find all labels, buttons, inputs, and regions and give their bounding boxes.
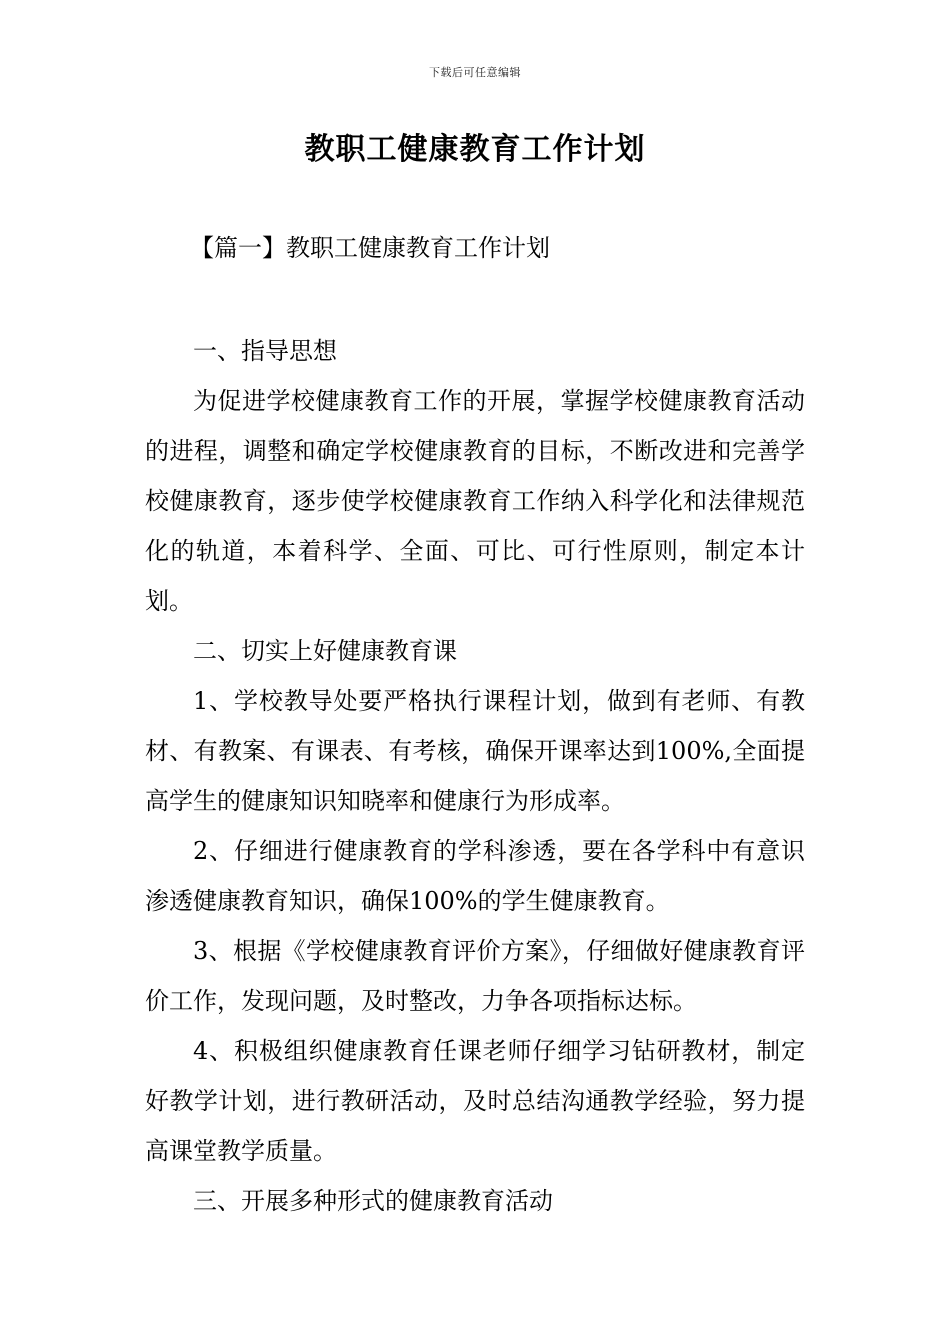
paragraph-item-2: 2、仔细进行健康教育的学科渗透，要在各学科中有意识渗透健康教育知识，确保100%的学生健康教育。: [145, 837, 805, 915]
paragraph-item-4: 4、积极组织健康教育任课老师仔细学习钻研教材，制定好教学计划，进行教研活动，及时总结沟通教学经验，努力提高课堂教学质量。: [145, 1037, 805, 1165]
document-title: 教职工健康教育工作计划: [304, 132, 646, 167]
document-body: [145, 326, 805, 1226]
header-note: 下载后可任意编辑: [429, 66, 521, 79]
paragraph-item-1: 1、学校教导处要严格执行课程计划，做到有老师、有教材、有教案、有课表、有考核，确保开课率达到100%,全面提高学生的健康知识知晓率和健康行为形成率。: [145, 687, 805, 815]
section-subtitle: 【篇一】教职工健康教育工作计划: [190, 234, 550, 262]
heading-activities: 三、开展多种形式的健康教育活动: [193, 1187, 553, 1215]
paragraph-item-3: 3、根据《学校健康教育评价方案》，仔细做好健康教育评价工作，发现问题，及时整改，力争各项指标达标。: [145, 937, 805, 1015]
paragraph-guiding-ideology: 为促进学校健康教育工作的开展，掌握学校健康教育活动的进程，调整和确定学校健康教育的目标，不断改进和完善学校健康教育，逐步使学校健康教育工作纳入科学化和法律规范化的轨道，本着科学、全面、可比、可行性原则，制定本计划。: [145, 387, 805, 615]
heading-health-class: 二、切实上好健康教育课: [193, 637, 457, 665]
heading-guiding-ideology: 一、指导思想: [193, 337, 337, 365]
